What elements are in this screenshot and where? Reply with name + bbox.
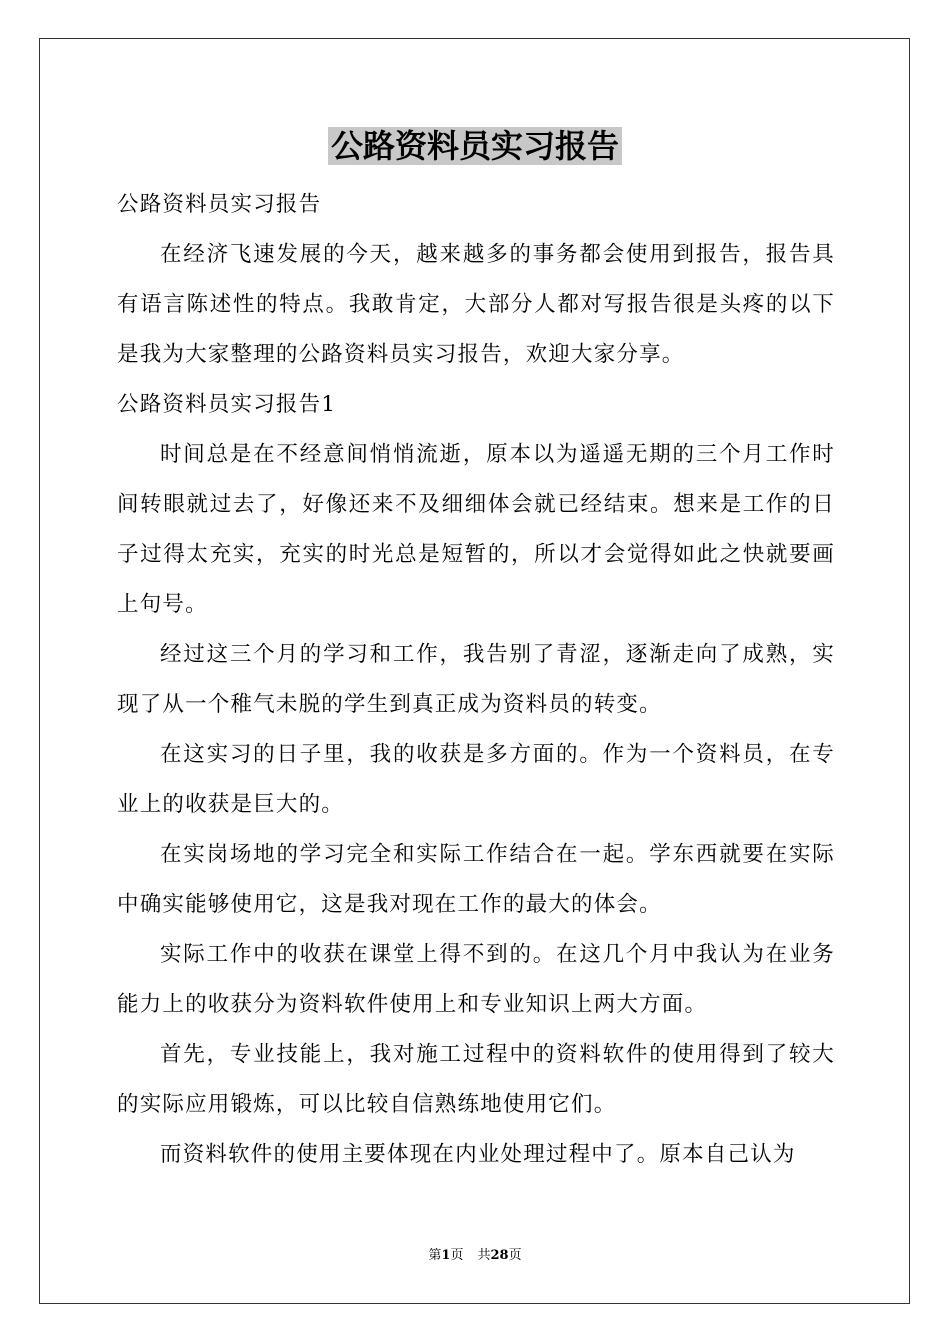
paragraph-section-heading: 公路资料员实习报告1 <box>117 392 337 417</box>
paragraph: 在实岗场地的学习完全和实际工作结合在一起。学东西就要在实际中确实能够使用它，这是我对现在工作的最大的体会。 <box>117 842 835 917</box>
paragraph: 而资料软件的使用主要体现在内业处理过程中了。原本自己认为 <box>160 1142 796 1167</box>
document-title-text: 公路资料员实习报告 <box>328 127 622 165</box>
page-suffix: 页 <box>450 1248 464 1263</box>
paragraph: 实际工作中的收获在课堂上得不到的。在这几个月中我认为在业务能力上的收获分为资料软件使用上和专业知识上两大方面。 <box>117 942 835 1017</box>
paragraph-intro: 在经济飞速发展的今天，越来越多的事务都会使用到报告，报告具有语言陈述性的特点。我敢肯定，大部分人都对写报告很是头疼的以下是我为大家整理的公路资料员实习报告，欢迎大家分享。 <box>117 242 835 367</box>
paragraph: 时间总是在不经意间悄悄流逝，原本以为遥遥无期的三个月工作时间转眼就过去了，好像还来不及细细体会就已经结束。想来是工作的日子过得太充实，充实的时光总是短暂的，所以才会觉得如此之快就要画上句号。 <box>117 442 835 617</box>
page-prefix: 第 <box>428 1248 442 1263</box>
page-footer <box>0 1246 950 1266</box>
document-body <box>117 180 835 1180</box>
total-pages: 28 <box>490 1248 509 1263</box>
document-title <box>0 122 950 170</box>
total-suffix: 页 <box>508 1248 522 1263</box>
paragraph: 在这实习的日子里，我的收获是多方面的。作为一个资料员，在专业上的收获是巨大的。 <box>117 742 835 817</box>
paragraph: 经过这三个月的学习和工作，我告别了青涩，逐渐走向了成熟，实现了从一个稚气未脱的学生到真正成为资料员的转变。 <box>117 642 835 717</box>
total-prefix: 共 <box>477 1248 491 1263</box>
page-number: 1 <box>441 1248 451 1263</box>
paragraph-subtitle: 公路资料员实习报告 <box>117 192 322 217</box>
paragraph: 首先，专业技能上，我对施工过程中的资料软件的使用得到了较大的实际应用锻炼，可以比较自信熟练地使用它们。 <box>117 1042 835 1117</box>
